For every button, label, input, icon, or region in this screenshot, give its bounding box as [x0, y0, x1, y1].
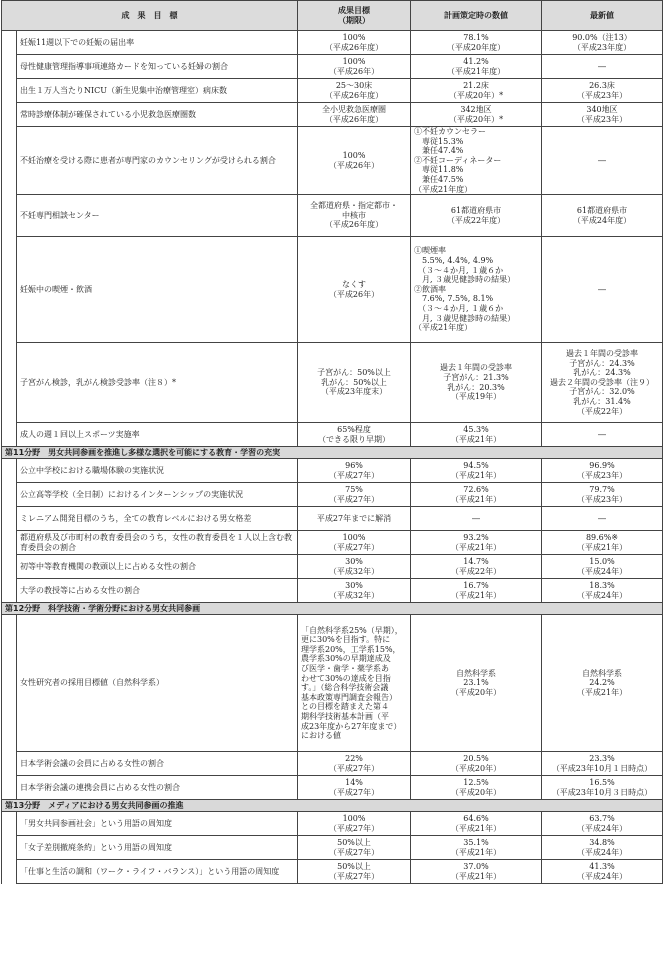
cell-latest: 79.7% （平成23年） [542, 483, 663, 507]
cell-item: 日本学術会議の会員に占める女性の割合 [17, 752, 298, 776]
section-header [2, 603, 663, 615]
section-header [2, 800, 663, 812]
cell-item: 公立中学校における職場体験の実施状況 [17, 459, 298, 483]
cell-baseline: 37.0% （平成21年） [411, 860, 542, 884]
indent-cell [2, 555, 17, 579]
cell-target: 25～30床 （平成26年度） [298, 79, 411, 103]
cell-latest: ― [542, 507, 663, 531]
table-row [2, 79, 663, 103]
cell-latest: 89.6%※ （平成21年） [542, 531, 663, 555]
cell-item: 「仕事と生活の調和（ワーク・ライフ・バランス）」という用語の周知度 [17, 860, 298, 884]
indent-cell [2, 507, 17, 531]
table-row [2, 555, 663, 579]
cell-latest: 15.0% （平成24年） [542, 555, 663, 579]
cell-latest: 23.3% （平成23年10月１日時点） [542, 752, 663, 776]
indent-cell [2, 79, 17, 103]
cell-baseline: 45.3% （平成21年） [411, 423, 542, 447]
header-latest: 最新値 [542, 1, 663, 31]
cell-latest: 340地区 （平成23年） [542, 103, 663, 127]
table-row [2, 195, 663, 237]
cell-item: 不妊専門相談センター [17, 195, 298, 237]
cell-item: 大学の教授等に占める女性の割合 [17, 579, 298, 603]
indent-cell [2, 615, 17, 752]
table-row [2, 459, 663, 483]
cell-target: 100% （平成26年度） [298, 31, 411, 55]
cell-baseline: 14.7% （平成22年） [411, 555, 542, 579]
indent-cell [2, 237, 17, 343]
cell-target: 14% （平成27年） [298, 776, 411, 800]
indent-cell [2, 195, 17, 237]
cell-item: 初等中等教育機関の教頭以上に占める女性の割合 [17, 555, 298, 579]
table-row [2, 752, 663, 776]
cell-item: 公立高等学校（全日制）におけるインターンシップの実施状況 [17, 483, 298, 507]
cell-item: 「女子差別撤廃条約」という用語の周知度 [17, 836, 298, 860]
cell-item: 都道府県及び市町村の教育委員会のうち，女性の教育委員を１人以上含む教育委員会の割合 [17, 531, 298, 555]
header-baseline: 計画策定時の数値 [411, 1, 542, 31]
cell-target: 75% （平成27年） [298, 483, 411, 507]
cell-baseline: 16.7% （平成21年） [411, 579, 542, 603]
indent-cell [2, 812, 17, 836]
table-row [2, 423, 663, 447]
cell-baseline: 61都道府県市 （平成22年度） [411, 195, 542, 237]
table-row [2, 55, 663, 79]
cell-baseline: 自然科学系 23.1% （平成20年） [411, 615, 542, 752]
table-row [2, 483, 663, 507]
table-row [2, 836, 663, 860]
cell-target: 65%程度 （できる限り早期） [298, 423, 411, 447]
table-body [2, 31, 663, 884]
cell-latest: 34.8% （平成24年） [542, 836, 663, 860]
table-row [2, 776, 663, 800]
indent-cell [2, 776, 17, 800]
indent-cell [2, 127, 17, 195]
cell-latest: 63.7% （平成24年） [542, 812, 663, 836]
cell-item: 常時診療体制が確保されている小児救急医療圏数 [17, 103, 298, 127]
indent-cell [2, 459, 17, 483]
table-row [2, 31, 663, 55]
cell-baseline: 過去１年間の受診率 子宮がん：21.3% 乳がん：20.3% （平成19年） [411, 343, 542, 423]
section-header [2, 447, 663, 459]
cell-baseline: 64.6% （平成21年） [411, 812, 542, 836]
table-header-row [2, 1, 663, 31]
table-row [2, 812, 663, 836]
cell-target: 50%以上 （平成27年） [298, 860, 411, 884]
cell-latest: 96.9% （平成23年） [542, 459, 663, 483]
cell-baseline: 21.2床 （平成20年）* [411, 79, 542, 103]
cell-target: 100% （平成26年） [298, 55, 411, 79]
table-row [2, 237, 663, 343]
indent-cell [2, 531, 17, 555]
cell-latest: 41.3% （平成24年） [542, 860, 663, 884]
cell-item: ミレニアム開発目標のうち，全ての教育レベルにおける男女格差 [17, 507, 298, 531]
cell-baseline: 94.5% （平成21年） [411, 459, 542, 483]
cell-baseline: ― [411, 507, 542, 531]
cell-target: 100% （平成27年） [298, 531, 411, 555]
cell-latest: 18.3% （平成24年） [542, 579, 663, 603]
cell-baseline: 20.5% （平成20年） [411, 752, 542, 776]
cell-latest: ― [542, 55, 663, 79]
cell-baseline: ①不妊カウンセラー 専従15.3% 兼任47.4% ②不妊コーディネーター 専従11.8% 兼任47.5% （平成21年度） [411, 127, 542, 195]
cell-item: 「男女共同参画社会」という用語の周知度 [17, 812, 298, 836]
cell-item: 成人の週１回以上スポーツ実施率 [17, 423, 298, 447]
table-row [2, 343, 663, 423]
indent-cell [2, 752, 17, 776]
cell-item: 妊娠11週以下での妊娠の届出率 [17, 31, 298, 55]
cell-target: 100% （平成27年） [298, 812, 411, 836]
cell-target: なくす （平成26年） [298, 237, 411, 343]
table-row [2, 531, 663, 555]
section-title: 第12分野 科学技術・学術分野における男女共同参画 [2, 603, 663, 615]
cell-latest: 過去１年間の受診率 子宮がん：24.3% 乳がん：24.3% 過去２年間の受診率（注９） 子宮がん：32.0% 乳がん：31.4% （平成22年） [542, 343, 663, 423]
indent-cell [2, 860, 17, 884]
table-row [2, 103, 663, 127]
indent-cell [2, 423, 17, 447]
header-item: 成 果 目 標 [2, 1, 298, 31]
cell-item: 日本学術会議の連携会員に占める女性の割合 [17, 776, 298, 800]
cell-baseline: 41.2% （平成21年度） [411, 55, 542, 79]
cell-target: 22% （平成27年） [298, 752, 411, 776]
cell-target: 「自然科学系25%（早期）， 更に30%を目指す。特に 理学系20%，工学系15%， 農学系30%の早期達成及 び医学・歯学・薬学系あ わせて30%の達成を目指 す。」（総合科学技術会議 基本政策専門調査会報告） との目標を踏まえた第４ 期科学技術基本計画（平 成23年度から27年度まで） における値 [298, 615, 411, 752]
cell-latest: 90.0%（注13） （平成23年度） [542, 31, 663, 55]
cell-target: 30% （平成32年） [298, 555, 411, 579]
indent-cell [2, 579, 17, 603]
indent-cell [2, 31, 17, 55]
indent-cell [2, 103, 17, 127]
cell-baseline: 342地区 （平成20年）* [411, 103, 542, 127]
cell-item: 子宮がん検診，乳がん検診受診率（注８）* [17, 343, 298, 423]
section-title: 第13分野 メディアにおける男女共同参画の推進 [2, 800, 663, 812]
cell-target: 100% （平成26年） [298, 127, 411, 195]
cell-item: 女性研究者の採用目標値（自然科学系） [17, 615, 298, 752]
cell-latest: 26.3床 （平成23年） [542, 79, 663, 103]
cell-item: 出生１万人当たりNICU（新生児集中治療管理室）病床数 [17, 79, 298, 103]
cell-latest: 16.5% （平成23年10月３日時点） [542, 776, 663, 800]
indent-cell [2, 55, 17, 79]
cell-latest: ― [542, 127, 663, 195]
cell-target: 96% （平成27年） [298, 459, 411, 483]
cell-target: 30% （平成32年） [298, 579, 411, 603]
cell-target: 子宮がん：50%以上 乳がん：50%以上 （平成23年度末） [298, 343, 411, 423]
table-row [2, 860, 663, 884]
cell-baseline: 35.1% （平成21年） [411, 836, 542, 860]
table-row [2, 507, 663, 531]
indent-cell [2, 483, 17, 507]
goals-table [1, 0, 663, 884]
indent-cell [2, 836, 17, 860]
cell-target: 平成27年までに解消 [298, 507, 411, 531]
cell-baseline: 93.2% （平成21年） [411, 531, 542, 555]
cell-target: 全小児救急医療圏 （平成26年度） [298, 103, 411, 127]
cell-item: 不妊治療を受ける際に患者が専門家のカウンセリングが受けられる割合 [17, 127, 298, 195]
cell-baseline: 78.1% （平成20年度） [411, 31, 542, 55]
section-title: 第11分野 男女共同参画を推進し多様な選択を可能にする教育・学習の充実 [2, 447, 663, 459]
cell-latest: 61都道府県市 （平成24年度） [542, 195, 663, 237]
cell-latest: ― [542, 423, 663, 447]
table-row [2, 579, 663, 603]
cell-latest: 自然科学系 24.2% （平成21年） [542, 615, 663, 752]
cell-target: 全都道府県・指定都市・ 中核市 （平成26年度） [298, 195, 411, 237]
cell-baseline: 72.6% （平成21年） [411, 483, 542, 507]
cell-item: 妊娠中の喫煙・飲酒 [17, 237, 298, 343]
cell-latest: ― [542, 237, 663, 343]
cell-baseline: 12.5% （平成20年） [411, 776, 542, 800]
cell-target: 50%以上 （平成27年） [298, 836, 411, 860]
indent-cell [2, 343, 17, 423]
cell-item: 母性健康管理指導事項連絡カードを知っている妊婦の割合 [17, 55, 298, 79]
table-row [2, 127, 663, 195]
header-target: 成果目標 （期限） [298, 1, 411, 31]
table-row [2, 615, 663, 752]
cell-baseline: ①喫煙率 5.5%, 4.4%, 4.9% （３～４か月, １歳６か 月, ３歳児健診時の結果） ②飲酒率 7.6%, 7.5%, 8.1% （３～４か月, １歳６か 月, ３歳児健診時の結果） （平成21年度） [411, 237, 542, 343]
